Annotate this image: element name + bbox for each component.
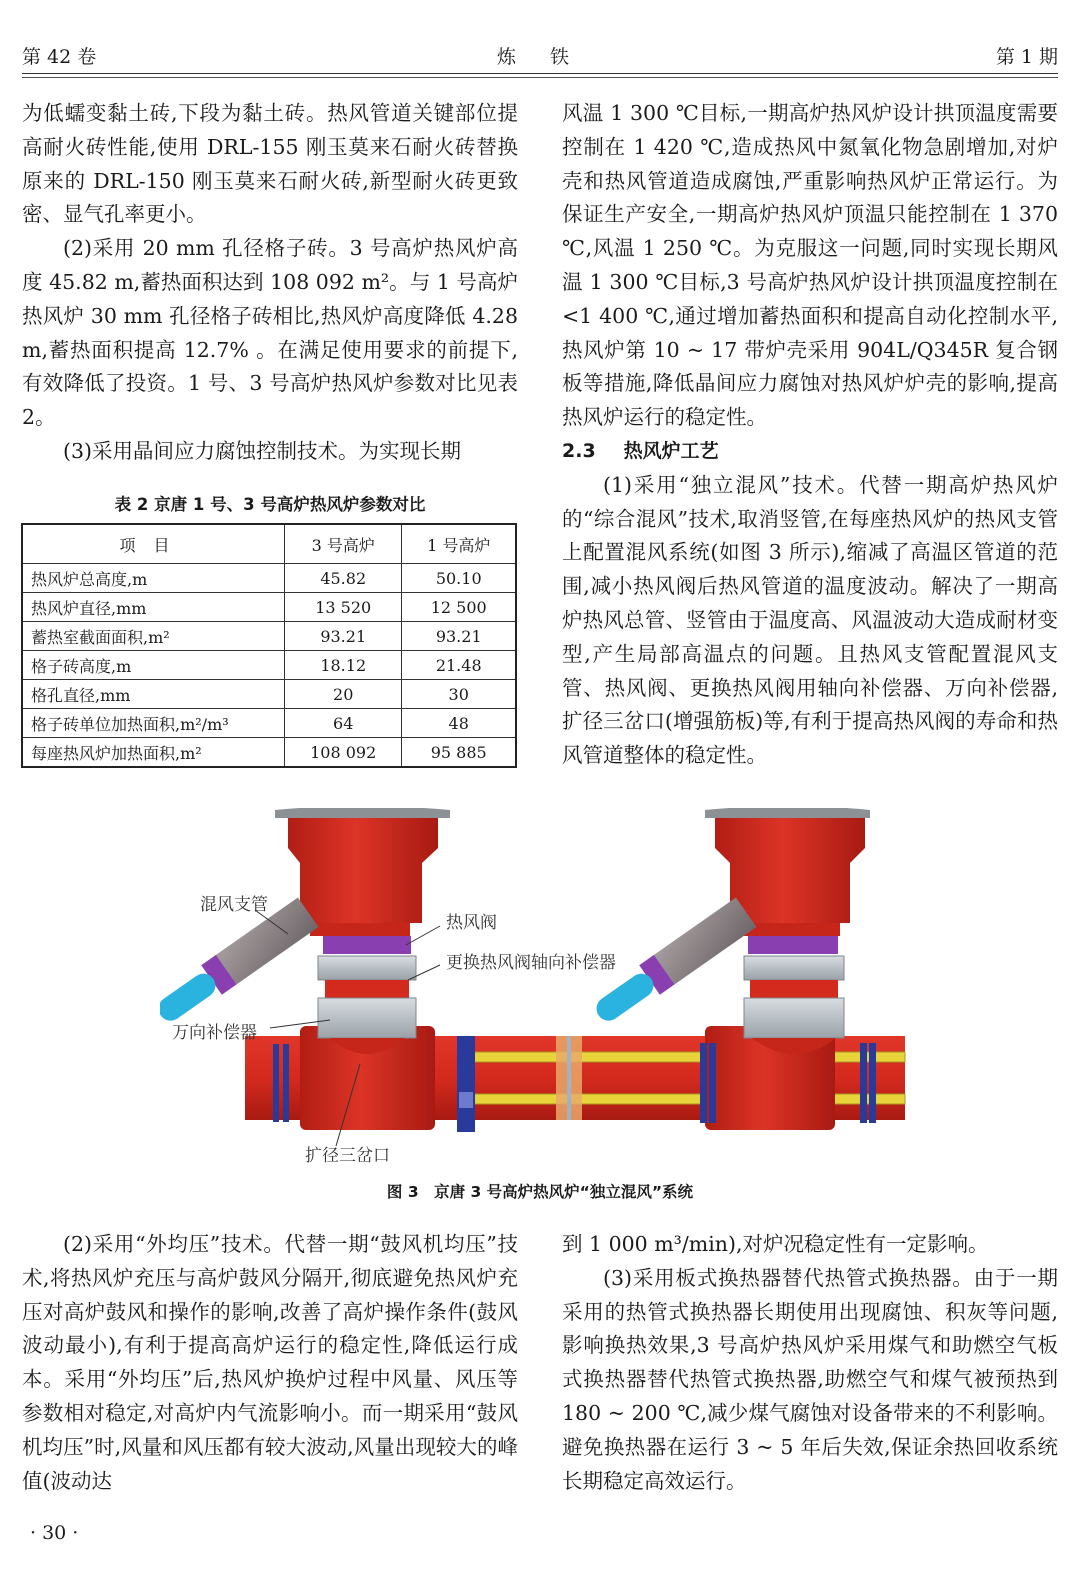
params-table [21, 523, 517, 768]
label-mixing-branch: 混风支管 [200, 895, 268, 915]
table-cell: 108 092 [285, 738, 402, 768]
table-cell: 每座热风炉加热面积,m² [22, 738, 285, 768]
paragraph: 为低蠕变黏土砖,下段为黏土砖。热风管道关键部位提高耐火砖性能,使用 DRL-155 刚玉莫来石耐火砖替换原来的 DRL-150 刚玉莫来石耐火砖,新型耐火砖更致密、显气孔率更小。 [22, 101, 518, 227]
left-branch-column [288, 816, 438, 923]
label-axial-compensator: 更换热风阀轴向补偿器 [446, 953, 616, 973]
paragraph: 风温 1 300 ℃目标,一期高炉热风炉设计拱顶温度需要控制在 1 420 ℃,造成热风中氮氧化物急剧增加,对炉壳和热风管道造成腐蚀,严重影响热风炉正常运行。为保证生产安全,一期高炉热风炉顶温只能控制在 1 370 ℃,风温 1 250 ℃。为克服这一问题,同时实现长期风温 1 300 ℃目标,3 号高炉热风炉设计拱顶温度控制在<1 400 ℃,通过增加蓄热面积和提高自动化控制水平,热风炉第 10 ~ 17 带炉壳采用 904L/Q345R 复合钢板等措施,降低晶间应力腐蚀对热风炉炉壳的影响,提高热风炉运行的稳定性。 [562, 101, 1058, 430]
paragraph: (3)采用板式换热器替代热管式换热器。由于一期采用的热管式换热器长期使用出现腐蚀、积灰等问题,影响换热效果,3 号高炉热风炉采用煤气和助燃空气板式换热器替代热管式换热器,助燃空气和煤气被预热到 180 ~ 200 ℃,减少煤气腐蚀对设备带来的不利影响。避免换热器在运行 3 ~ 5 年后失效,保证余热回收系统长期稳定高效运行。 [562, 1265, 1058, 1493]
table-row [22, 680, 516, 709]
table-header-cell: 3 号高炉 [285, 524, 402, 564]
header-rule-secondary [22, 77, 1058, 78]
paragraph: (2)采用“外均压”技术。代替一期“鼓风机均压”技术,将热风炉充压与高炉鼓风分隔开,彻底避免热风炉充压对高炉鼓风和操作的影响,改善了高炉操作条件(鼓风波动最小),有利于提高高炉运行的稳定性,降低运行成本。采用“外均压”后,热风炉换炉过程中风量、风压等参数相对稳定,对高炉内气流影响小。而一期采用“鼓风机均压”时,风量和风压都有较大波动,风量出现较大的峰值(波动达 [22, 1232, 518, 1493]
paragraph: 到 1 000 m³/min),对炉况稳定性有一定影响。 [562, 1232, 989, 1256]
figure-hot-blast-mixing-system [160, 808, 920, 1168]
left-column-bottom [22, 1228, 518, 1498]
table-cell: 18.12 [285, 651, 402, 680]
table-row [22, 709, 516, 738]
table-row [22, 738, 516, 768]
journal-title: 炼 铁 [496, 46, 584, 68]
table-cell: 20 [285, 680, 402, 709]
paragraph: (3)采用晶间应力腐蚀控制技术。为实现长期 [63, 438, 462, 463]
section-number: 2.3 [562, 439, 596, 462]
table-cell: 12 500 [402, 593, 516, 622]
table-cell: 21.48 [402, 651, 516, 680]
label-universal-compensator: 万向补偿器 [172, 1023, 257, 1043]
table-cell: 格子砖高度,m [22, 651, 285, 680]
hot-blast-valve [323, 936, 411, 954]
table-header-row [22, 524, 516, 564]
table-cell: 93.21 [402, 622, 516, 651]
table-row [22, 593, 516, 622]
mixing-nozzle [160, 969, 220, 1025]
table-row [22, 622, 516, 651]
table-cell: 30 [402, 680, 516, 709]
table-cell: 热风炉总高度,m [22, 564, 285, 593]
header-rule [22, 73, 1058, 74]
table-row [22, 651, 516, 680]
right-column-bottom [562, 1228, 1058, 1498]
table-cell: 热风炉直径,mm [22, 593, 285, 622]
volume-label: 第 42 卷 [22, 46, 97, 68]
section-title: 热风炉工艺 [623, 439, 719, 462]
section-heading [562, 435, 1058, 469]
axial-compensator [318, 956, 416, 980]
universal-compensator [318, 998, 416, 1038]
table-cell: 45.82 [285, 564, 402, 593]
table-cell: 64 [285, 709, 402, 738]
label-hot-blast-valve: 热风阀 [446, 913, 497, 933]
table-cell: 13 520 [285, 593, 402, 622]
table-cell: 48 [402, 709, 516, 738]
label-tee: 扩径三岔口 [305, 1146, 390, 1166]
paragraph: (2)采用 20 mm 孔径格子砖。3 号高炉热风炉高度 45.82 m,蓄热面积达到 108 092 m²。与 1 号高炉热风炉 30 mm 孔径格子砖相比,热风炉高度降低 4.28 m,蓄热面积提高 12.7% 。在满足使用要求的前提下,有效降低了投资。1 号、3 号高炉热风炉参数对比见表 2。 [22, 236, 518, 430]
table-row [22, 564, 516, 593]
right-column-top [562, 97, 1058, 773]
running-header [22, 38, 1058, 70]
table-cell: 95 885 [402, 738, 516, 768]
page-number: · 30 · [30, 1522, 79, 1544]
table-cell: 格孔直径,mm [22, 680, 285, 709]
issue-label: 第 1 期 [995, 46, 1058, 68]
table-header-cell: 项目 [22, 524, 285, 564]
pipeline-diagram [160, 808, 920, 1168]
table-caption: 表 2 京唐 1 号、3 号高炉热风炉参数对比 [114, 495, 426, 514]
figure-caption: 图 3 京唐 3 号高炉热风炉“独立混风”系统 [386, 1183, 694, 1201]
table-cell: 格子砖单位加热面积,m²/m³ [22, 709, 285, 738]
left-column-top [22, 97, 518, 469]
table-cell: 93.21 [285, 622, 402, 651]
paragraph: (1)采用“独立混风”技术。代替一期高炉热风炉的“综合混风”技术,取消竖管,在每座热风炉的热风支管上配置混风系统(如图 3 所示),缩减了高温区管道的范围,减小热风阀后热风管道的温度波动。解决了一期高炉热风总管、竖管由于温度高、风温波动大造成耐材变型,产生局部高温点的问题。且热风支管配置混风支管、热风阀、更换热风阀用轴向补偿器、万向补偿器,扩径三岔口(增强筋板)等,有利于提高热风阀的寿命和热风管道整体的稳定性。 [562, 472, 1058, 768]
table-header-cell: 1 号高炉 [402, 524, 516, 564]
table-cell: 蓄热室截面面积,m² [22, 622, 285, 651]
table-cell: 50.10 [402, 564, 516, 593]
